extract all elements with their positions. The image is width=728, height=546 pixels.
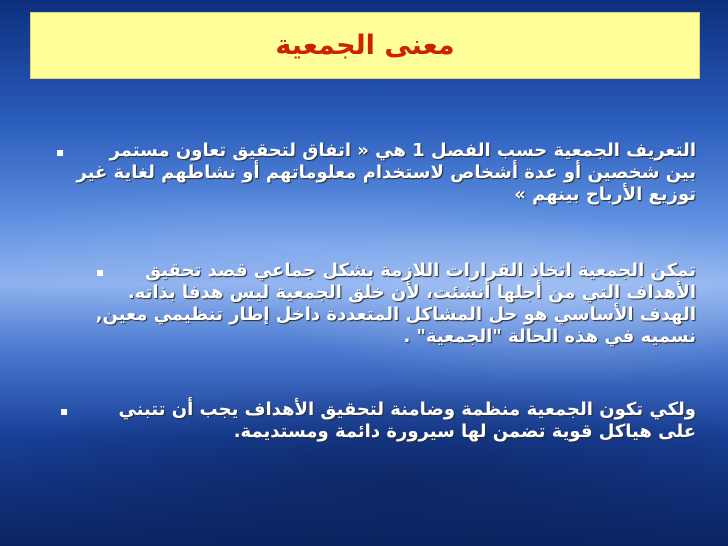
bullet-marker-icon: ▪ [60,404,69,418]
slide-title: معنى الجمعية [275,30,455,61]
bullet-marker-icon: ▪ [96,265,105,279]
purpose-paragraph: تمكن الجمعية اتخاذ القرارات اللازمة بشكل جماعي قصد تحقيق الأهداف التي من أجلها أنشئت، لأن خلق الجمعية ليس هدفا بذاته. الهدف الأساسي هو حل المشاكل المتعددة داخل إطار تنظيمي معين, نسميه في هذه الحالة "الجمعية" . [95,260,696,347]
bullet-marker-icon: ▪ [56,145,65,159]
structure-paragraph: ولكي تكون الجمعية منظمة وضامنة لتحقيق الأهداف يجب أن تتبني على هياكل قوية تضمن لها سيرورة دائمة ومستديمة. [118,399,696,442]
definition-paragraph: التعريف الجمعية حسب الفصل 1 هي « اتفاق لتحقيق تعاون مستمر بين شخصين أو عدة أشخاص لاستخدام معلوماتهم أو نشاطهم لغاية غير توزيع الأرباح بينهم » [76,140,696,205]
